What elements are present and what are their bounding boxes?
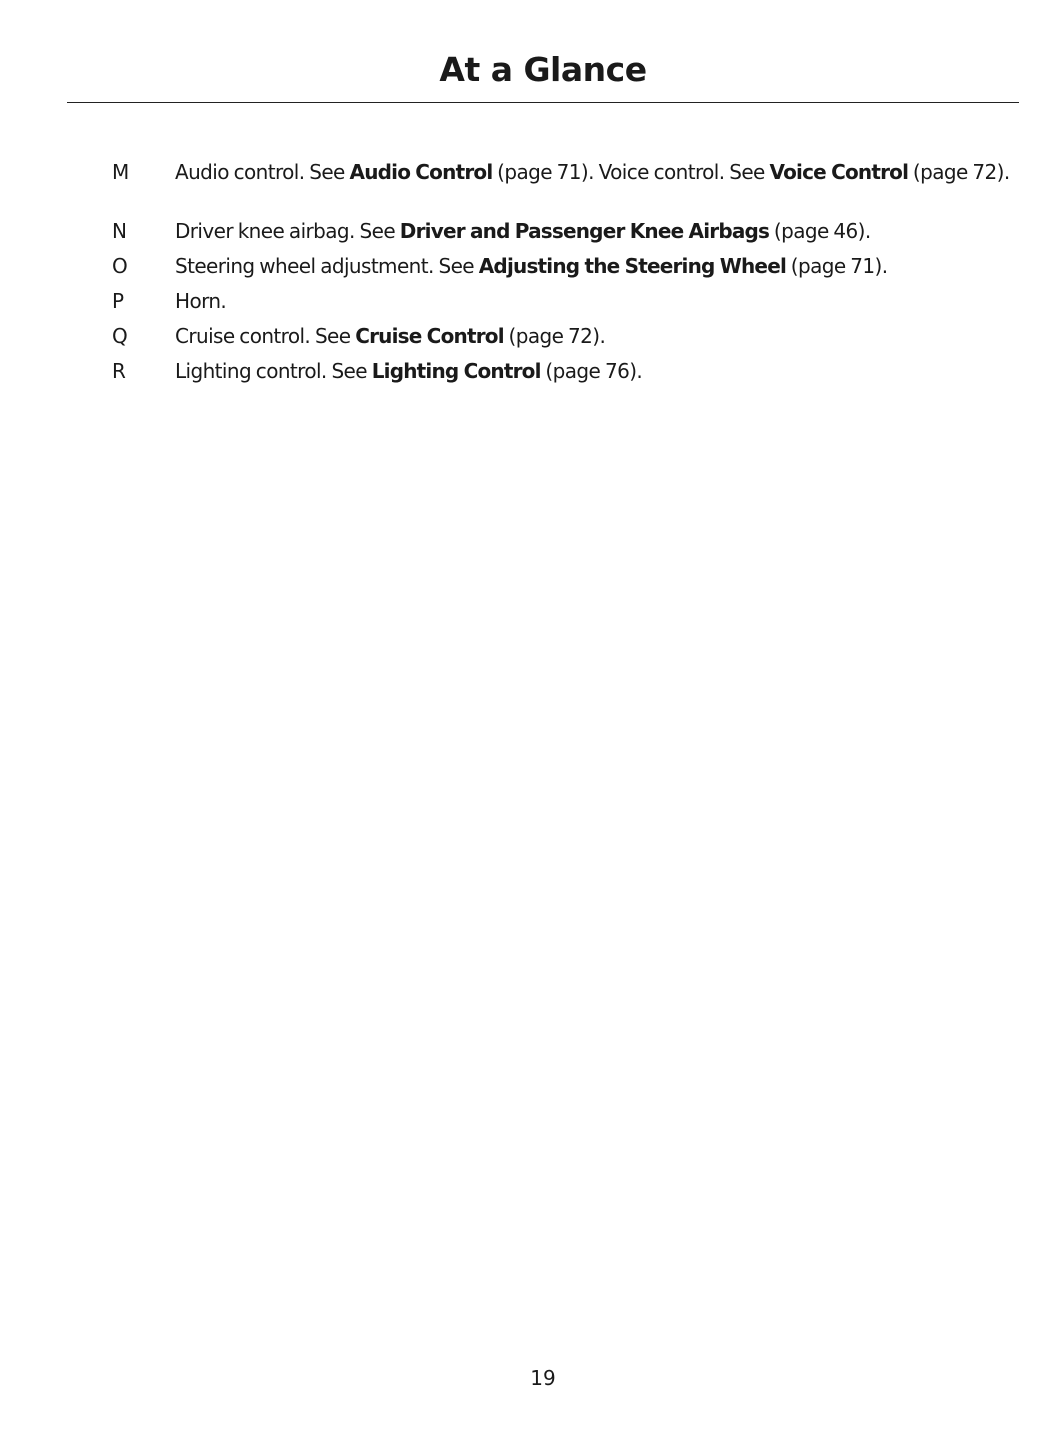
legend-letter: R <box>112 359 126 383</box>
page-number: 19 <box>530 1366 556 1390</box>
cross-reference-link-text: Audio Control <box>349 160 493 184</box>
cross-reference-link-text: Cruise Control <box>355 324 504 348</box>
legend-description <box>175 220 1015 243</box>
description-text: Steering wheel adjustment. See <box>175 254 479 278</box>
legend-letter: M <box>112 160 129 184</box>
cross-reference-link-text: Voice Control <box>769 160 909 184</box>
description-text: Horn. <box>175 289 227 313</box>
legend-letter: O <box>112 254 128 278</box>
legend-description <box>175 360 1015 383</box>
legend-letter: P <box>112 289 124 313</box>
description-text: (page 72). <box>503 324 606 348</box>
description-text: (page 76). <box>540 359 643 383</box>
description-text: (page 72). <box>908 160 1010 184</box>
legend-description <box>175 325 1015 348</box>
description-text: Cruise control. See <box>175 324 356 348</box>
legend-description <box>175 290 1015 313</box>
description-text: (page 71). Voice control. See <box>492 160 770 184</box>
page-title: At a Glance <box>439 50 647 89</box>
title-divider <box>67 102 1019 103</box>
description-text: (page 71). <box>786 254 888 278</box>
description-text: Driver knee airbag. See <box>175 219 400 243</box>
cross-reference-link-text: Lighting Control <box>371 359 541 383</box>
legend-description <box>175 255 1015 278</box>
legend-description <box>175 161 1015 184</box>
cross-reference-link-text: Driver and Passenger Knee Airbags <box>399 219 770 243</box>
description-text: Audio control. See <box>175 160 350 184</box>
description-text: (page 46). <box>769 219 871 243</box>
description-text: Lighting control. See <box>175 359 372 383</box>
legend-letter: N <box>112 219 127 243</box>
legend-letter: Q <box>112 324 128 348</box>
cross-reference-link-text: Adjusting the Steering Wheel <box>478 254 787 278</box>
